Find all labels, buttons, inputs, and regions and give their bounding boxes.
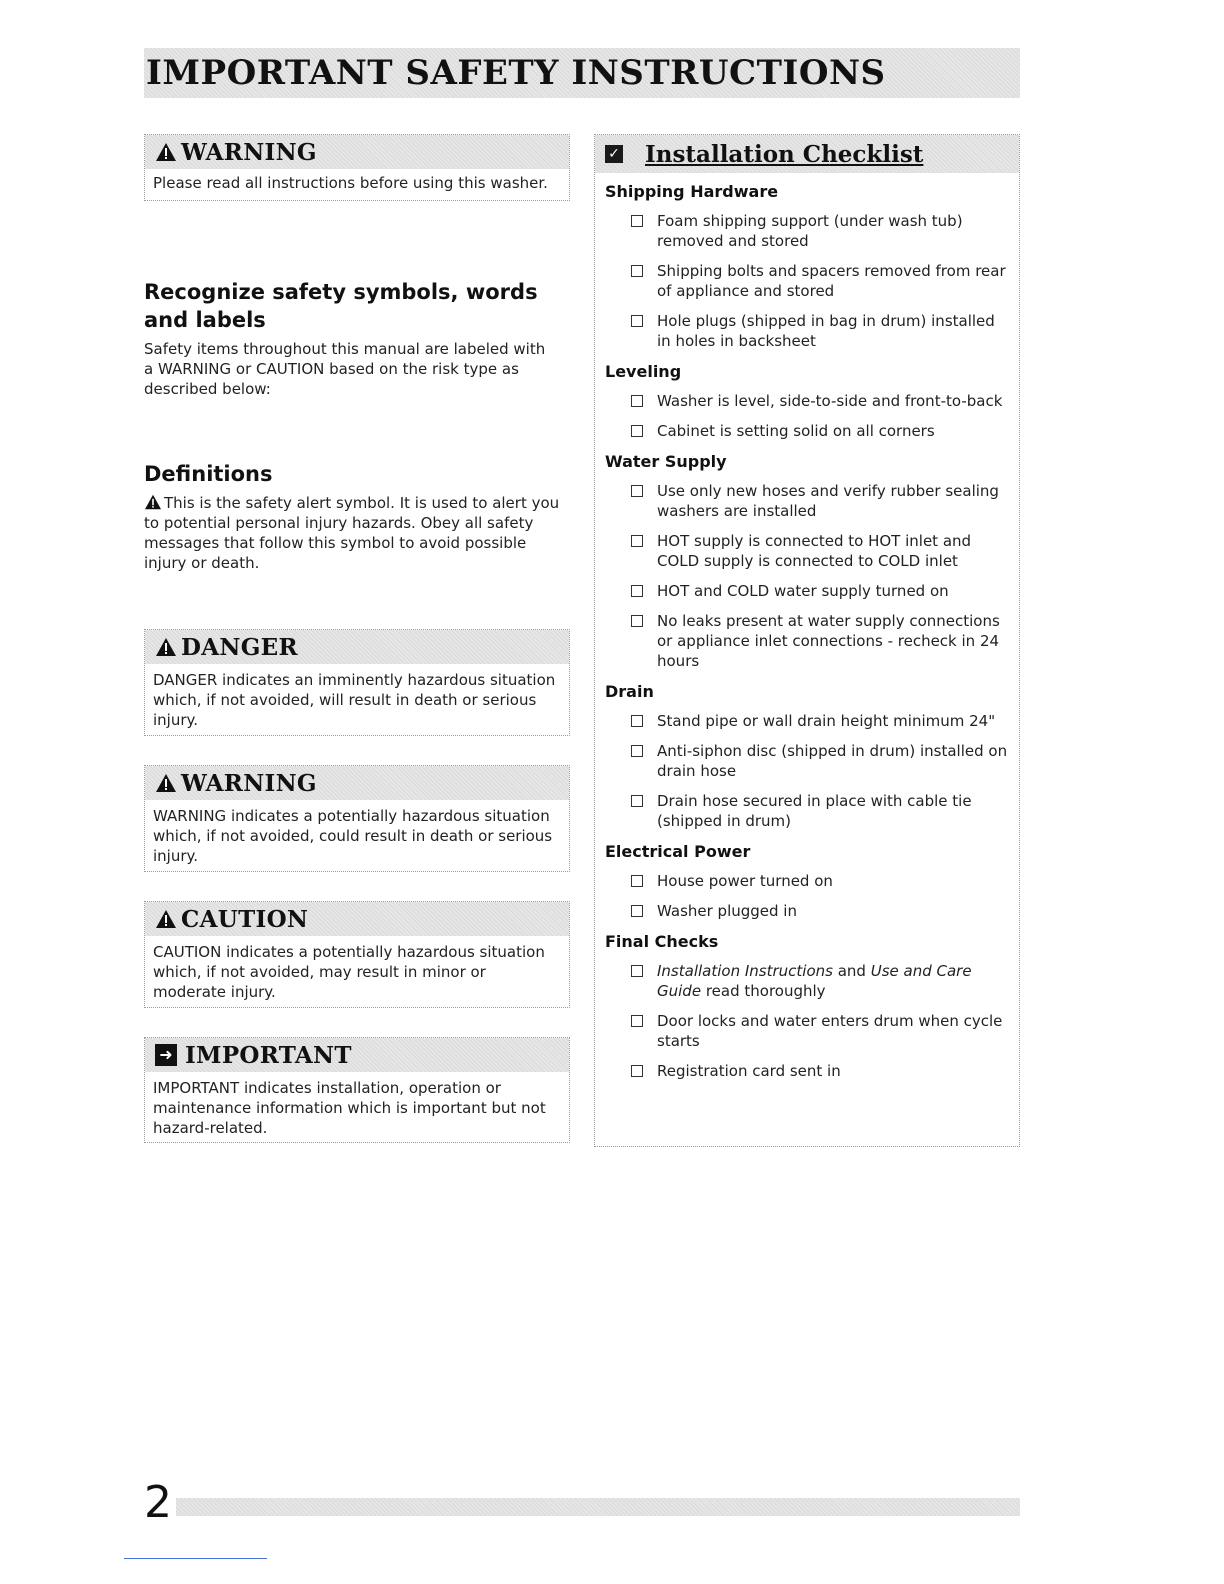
checkbox[interactable] (631, 585, 643, 597)
checklist-item-text: HOT supply is connected to HOT inlet and COLD supply is connected to COLD inlet (657, 532, 972, 570)
group-title-leveling: Leveling (605, 362, 682, 381)
checkbox[interactable] (631, 315, 643, 327)
checklist-item-text: Washer plugged in (657, 902, 797, 920)
caution-text: CAUTION indicates a potentially hazardous situation which, if not avoided, may result in minor or moderate injury. (153, 943, 545, 1001)
checklist-item-text: Shipping bolts and spacers removed from rear of appliance and stored (657, 262, 1006, 300)
checkbox[interactable] (631, 265, 643, 277)
divider-line (124, 1558, 267, 1559)
warning-intro-header (145, 135, 569, 169)
important-box (144, 1037, 570, 1143)
checkbox[interactable] (631, 1015, 643, 1027)
checklist-item (631, 311, 1009, 351)
group-title-drain: Drain (605, 682, 654, 701)
checklist-content (595, 173, 1019, 1081)
warning-text: WARNING indicates a potentially hazardous situation which, if not avoided, could result in death or serious injury. (153, 807, 553, 865)
group-title-electrical: Electrical Power (605, 842, 751, 861)
checkbox[interactable] (631, 745, 643, 757)
checklist-item (631, 791, 1009, 831)
danger-box (144, 629, 570, 736)
caution-label: CAUTION (181, 905, 309, 933)
checklist-item (631, 531, 1009, 571)
group-title-final: Final Checks (605, 932, 719, 951)
important-header (145, 1038, 569, 1072)
checklist-item-text: Anti-siphon disc (shipped in drum) installed on drain hose (657, 742, 1008, 780)
checkbox[interactable] (631, 485, 643, 497)
page-title-bar (144, 48, 1020, 98)
danger-label: DANGER (181, 633, 298, 661)
checklist-item-text: Washer is level, side-to-side and front-to-back (657, 392, 1003, 410)
checklist-item (631, 1011, 1009, 1051)
footer-bar (176, 1498, 1020, 1516)
checklist-item-text: Door locks and water enters drum when cycle starts (657, 1012, 1003, 1050)
checklist-item-text: Drain hose secured in place with cable tie (shipped in drum) (657, 792, 972, 830)
checkbox[interactable] (631, 795, 643, 807)
checklist-item (631, 211, 1009, 251)
checklist-item-text: Registration card sent in (657, 1062, 841, 1080)
checklist-item-text: Hole plugs (shipped in bag in drum) installed in holes in backsheet (657, 312, 995, 350)
checklist-item (631, 581, 1009, 601)
group-title-water: Water Supply (605, 452, 727, 471)
checklist-item (631, 741, 1009, 781)
caution-box (144, 901, 570, 1008)
danger-header (145, 630, 569, 664)
checklist-item-text: House power turned on (657, 872, 833, 890)
checkbox[interactable] (631, 905, 643, 917)
definitions-heading: Definitions (144, 462, 273, 486)
warning-label: WARNING (181, 769, 317, 797)
warning-intro-label: WARNING (181, 138, 317, 166)
checklist-item (631, 261, 1009, 301)
warning-intro-box (144, 134, 570, 201)
checkbox[interactable] (631, 615, 643, 627)
doc-title-installation: Installation Instructions (657, 962, 833, 980)
checklist-item-text: Use only new hoses and verify rubber sealing washers are installed (657, 482, 999, 520)
checkbox[interactable] (631, 215, 643, 227)
checkbox[interactable] (631, 875, 643, 887)
warning-header (145, 766, 569, 800)
alert-triangle-icon (155, 909, 177, 929)
recognize-heading (144, 278, 538, 334)
definitions-text: This is the safety alert symbol. It is used to alert you to potential personal injury hazards. Obey all safety messages that follow this symbol to avoid possible injury or death. (144, 494, 560, 572)
checklist-item (631, 611, 1009, 671)
danger-text: DANGER indicates an imminently hazardous situation which, if not avoided, will result in death or serious injury. (153, 671, 556, 729)
alert-triangle-icon (155, 637, 177, 657)
checklist-item (631, 1061, 1009, 1081)
checklist-item-text: Foam shipping support (under wash tub) removed and stored (657, 212, 963, 250)
recognize-heading-line1: Recognize safety symbols, words (144, 280, 538, 304)
checklist-item (631, 421, 1009, 441)
alert-triangle-icon (155, 142, 177, 162)
checklist-item (631, 901, 1009, 921)
checklist-item-text: HOT and COLD water supply turned on (657, 582, 949, 600)
important-text: IMPORTANT indicates installation, operation or maintenance information which is important but not hazard-related. (153, 1079, 546, 1137)
checklist-item (631, 711, 1009, 731)
checkbox[interactable] (631, 395, 643, 407)
page-title: IMPORTANT SAFETY INSTRUCTIONS (146, 53, 886, 93)
installation-checklist (594, 134, 1020, 1147)
caution-header (145, 902, 569, 936)
checklist-item (631, 961, 1009, 1001)
checklist-item-text: No leaks present at water supply connections or appliance inlet connections - recheck in 24 hours (657, 612, 1000, 670)
checkbox[interactable] (631, 1065, 643, 1077)
checklist-item (631, 871, 1009, 891)
checkbox[interactable] (631, 535, 643, 547)
arrow-right-icon: ➜ (155, 1044, 177, 1066)
warning-box (144, 765, 570, 872)
checkmark-icon: ✓ (605, 145, 623, 163)
alert-triangle-icon (155, 773, 177, 793)
checklist-header (595, 135, 1019, 173)
recognize-heading-line2: and labels (144, 308, 266, 332)
checkbox[interactable] (631, 425, 643, 437)
checklist-item-text: Stand pipe or wall drain height minimum 24" (657, 712, 996, 730)
item-connector: and (832, 962, 871, 980)
page-number: 2 (144, 1477, 172, 1528)
checklist-item-text: Cabinet is setting solid on all corners (657, 422, 935, 440)
checklist-item (631, 391, 1009, 411)
checklist-item-text (657, 961, 1009, 1001)
checklist-title: Installation Checklist (645, 140, 924, 168)
item-ending: read thoroughly (701, 982, 826, 1000)
important-label: IMPORTANT (185, 1041, 352, 1069)
warning-intro-text: Please read all instructions before using this washer. (153, 174, 548, 192)
checkbox[interactable] (631, 965, 643, 977)
checkbox[interactable] (631, 715, 643, 727)
doc-title-use-care: Use and Care Guide (657, 962, 972, 1000)
checklist-item (631, 481, 1009, 521)
group-title-shipping: Shipping Hardware (605, 182, 779, 201)
safety-alert-icon (144, 494, 162, 510)
definitions-paragraph (144, 493, 564, 573)
recognize-text: Safety items throughout this manual are labeled with a WARNING or CAUTION based on the risk type as described below: (144, 340, 546, 398)
